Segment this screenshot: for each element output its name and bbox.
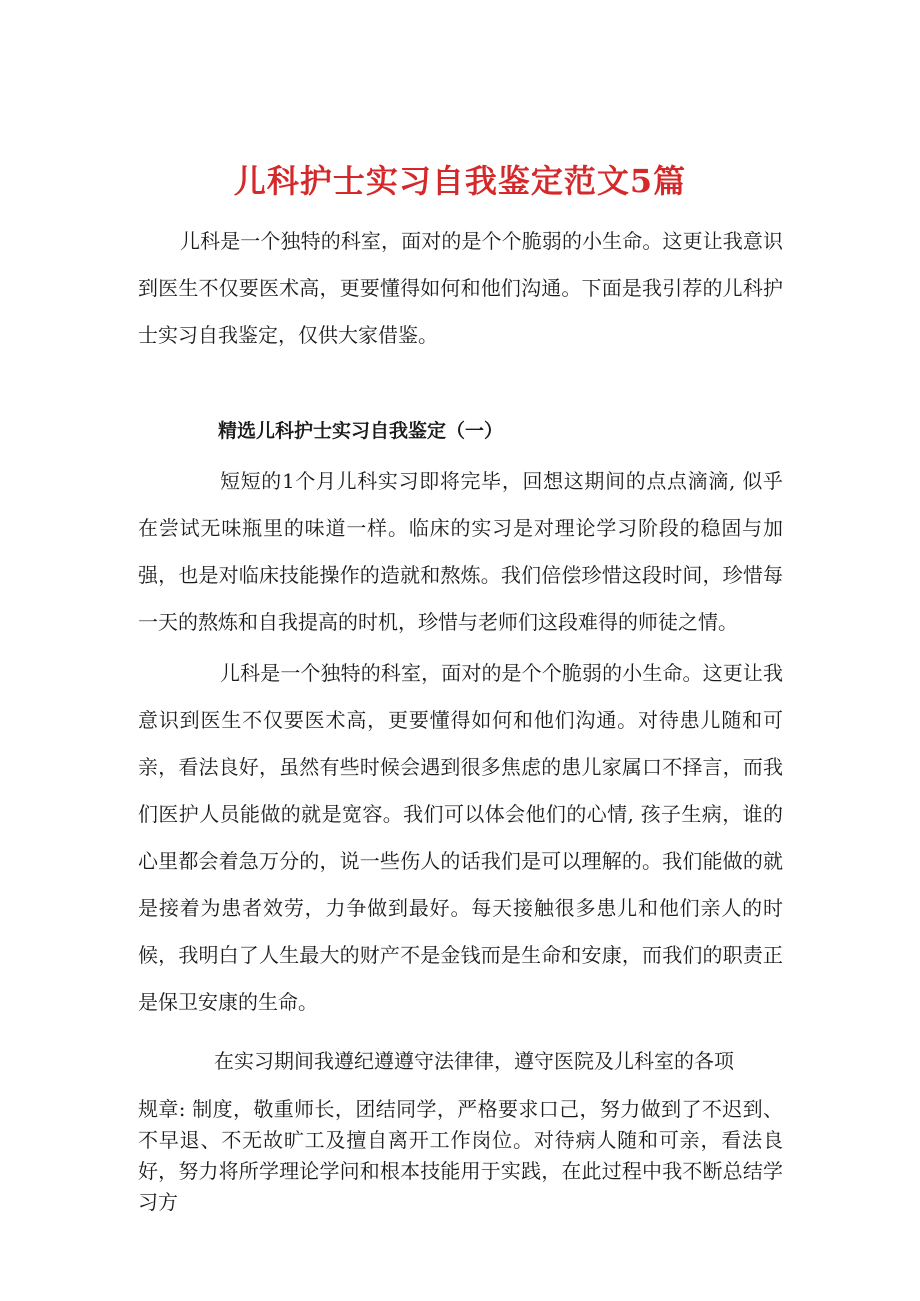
- body-paragraph-2: 儿科是一个独特的科室，面对的是个个脆弱的小生命。这更让我意识到医生不仅要医术高，更要懂得如何和他们沟通。对待患儿随和可亲，看法良好，虽然有些时候会遇到很多焦虑的患儿家属口不择言，而我们医护人员能做的就是宽容。我们可以体会他们的心情, 孩子生病，谁的心里都会着急万分的，说一些伤人的话我们是可以理解的。我们能做的就是接着为患者效劳，力争做到最好。每天接触很多患儿和他们亲人的时候，我明白了人生最大的财产不是金钱而是生命和安康，而我们的职责正是保卫安康的生命。: [138, 661, 783, 1014]
- section-heading: 精选儿科护士实习自我鉴定（一）: [218, 420, 504, 442]
- intro-paragraph: 儿科是一个独特的科室，面对的是个个脆弱的小生命。这更让我意识到医生不仅要医术高，更要懂得如何和他们沟通。下面是我引荐的儿科护士实习自我鉴定，仅供大家借鉴。: [138, 229, 783, 347]
- document-title: 儿科护士实习自我鉴定范文5篇: [233, 162, 687, 201]
- body-paragraph-3: 规章: 制度，敬重师长，团结同学，严格要求口己，努力做到了不迟到、不早退、不无故旷工及擅自离开工作岗位。对待病人随和可亲，看法良好，努力将所学理论学问和根本技能用于实践，在此过程中我不断总结学习方: [138, 1097, 783, 1214]
- body-paragraph-1: 短短的1个月儿科实习即将完毕，回想这期间的点点滴滴, 似乎在尝试无味瓶里的味道一样。临床的实习是对理论学习阶段的稳固与加强，也是对临床技能操作的造就和熬炼。我们倍偿珍惜这段时间，珍惜每一天的熬炼和自我提高的时机，珍惜与老师们这段难得的师徒之情。: [138, 469, 783, 634]
- body-paragraph-3-lead: 在实习期间我遵纪遵遵守法律律，遵守医院及儿科室的各项: [214, 1049, 734, 1073]
